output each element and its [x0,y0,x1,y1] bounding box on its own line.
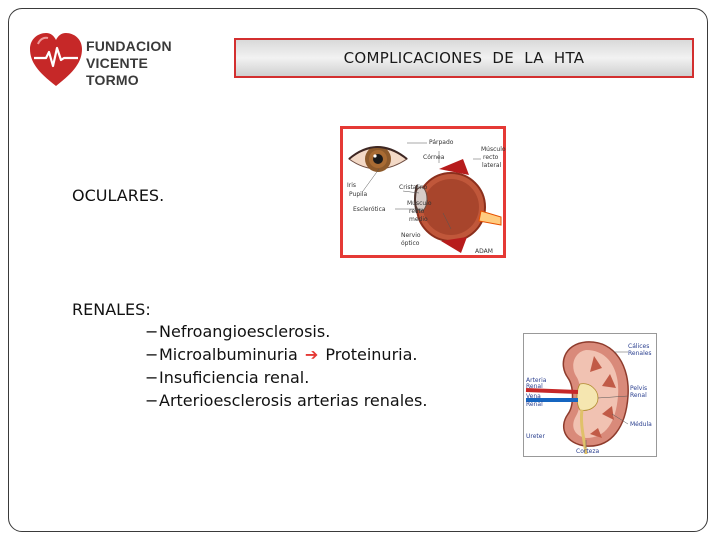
list-item [145,343,427,366]
title-box [234,38,694,78]
dash-bullet: − [145,391,159,410]
label-musculo-lateral-3: lateral [482,162,502,169]
label-vena-2: Renal [526,401,543,408]
eye-diagram [343,129,506,255]
list-item [145,389,427,412]
label-medula: Médula [630,421,652,428]
label-iris: Iris [347,182,357,189]
renal-label: RENALES: [72,300,151,319]
label-musculo-lateral-1: Músculo [481,146,506,153]
label-ureter: Ureter [526,433,545,440]
arrow-right-icon: ➔ [304,345,319,364]
label-vena-1: Vena [526,393,541,400]
label-musculo-medio-2: recto [409,208,425,215]
item-text-2: Proteinuria. [325,345,418,364]
label-credit: ADAM [475,248,493,255]
label-cristalino: Cristalino [399,184,428,191]
kidney-diagram [524,334,656,456]
label-calices-2: Renales [628,350,652,357]
label-nervio-2: óptico [401,240,420,247]
label-musculo-lateral-2: recto [483,154,499,161]
label-parpado: Párpado [429,139,454,146]
label-esclerotica: Esclerótica [353,206,386,213]
heart-logo-icon [28,30,84,88]
dash-bullet: − [145,368,159,387]
foundation-logo [28,30,198,90]
kidney-anatomy-figure [523,333,657,457]
label-musculo-medio-3: medio [409,216,428,223]
item-text: Insuficiencia renal. [159,368,310,387]
label-pelvis-1: Pelvis [630,385,648,392]
label-corteza: Corteza [576,448,600,455]
item-text: Nefroangioesclerosis. [159,322,331,341]
logo-text [86,38,198,89]
label-calices-1: Cálices [628,343,650,350]
label-arteria-1: Arteria [526,377,547,384]
slide-title: COMPLICACIONES DE LA HTA [343,49,585,67]
renal-complications-list [145,320,427,412]
dash-bullet: − [145,345,159,364]
item-text: Microalbuminuria [159,345,298,364]
label-arteria-2: Renal [526,383,543,390]
label-pelvis-2: Renal [630,392,647,399]
label-nervio-1: Nervio [401,232,421,239]
label-cornea: Córnea [423,154,445,161]
label-musculo-medio-1: Músculo [407,200,432,207]
item-text: Arterioesclerosis arterias renales. [159,391,428,410]
dash-bullet: − [145,322,159,341]
logo-line-1: FUNDACION [86,38,172,54]
eye-anatomy-figure [340,126,506,258]
label-pupila: Pupila [349,191,368,198]
list-item [145,366,427,389]
logo-line-2: VICENTE TORMO [86,55,149,88]
ocular-label: OCULARES. [72,186,165,205]
list-item [145,320,427,343]
